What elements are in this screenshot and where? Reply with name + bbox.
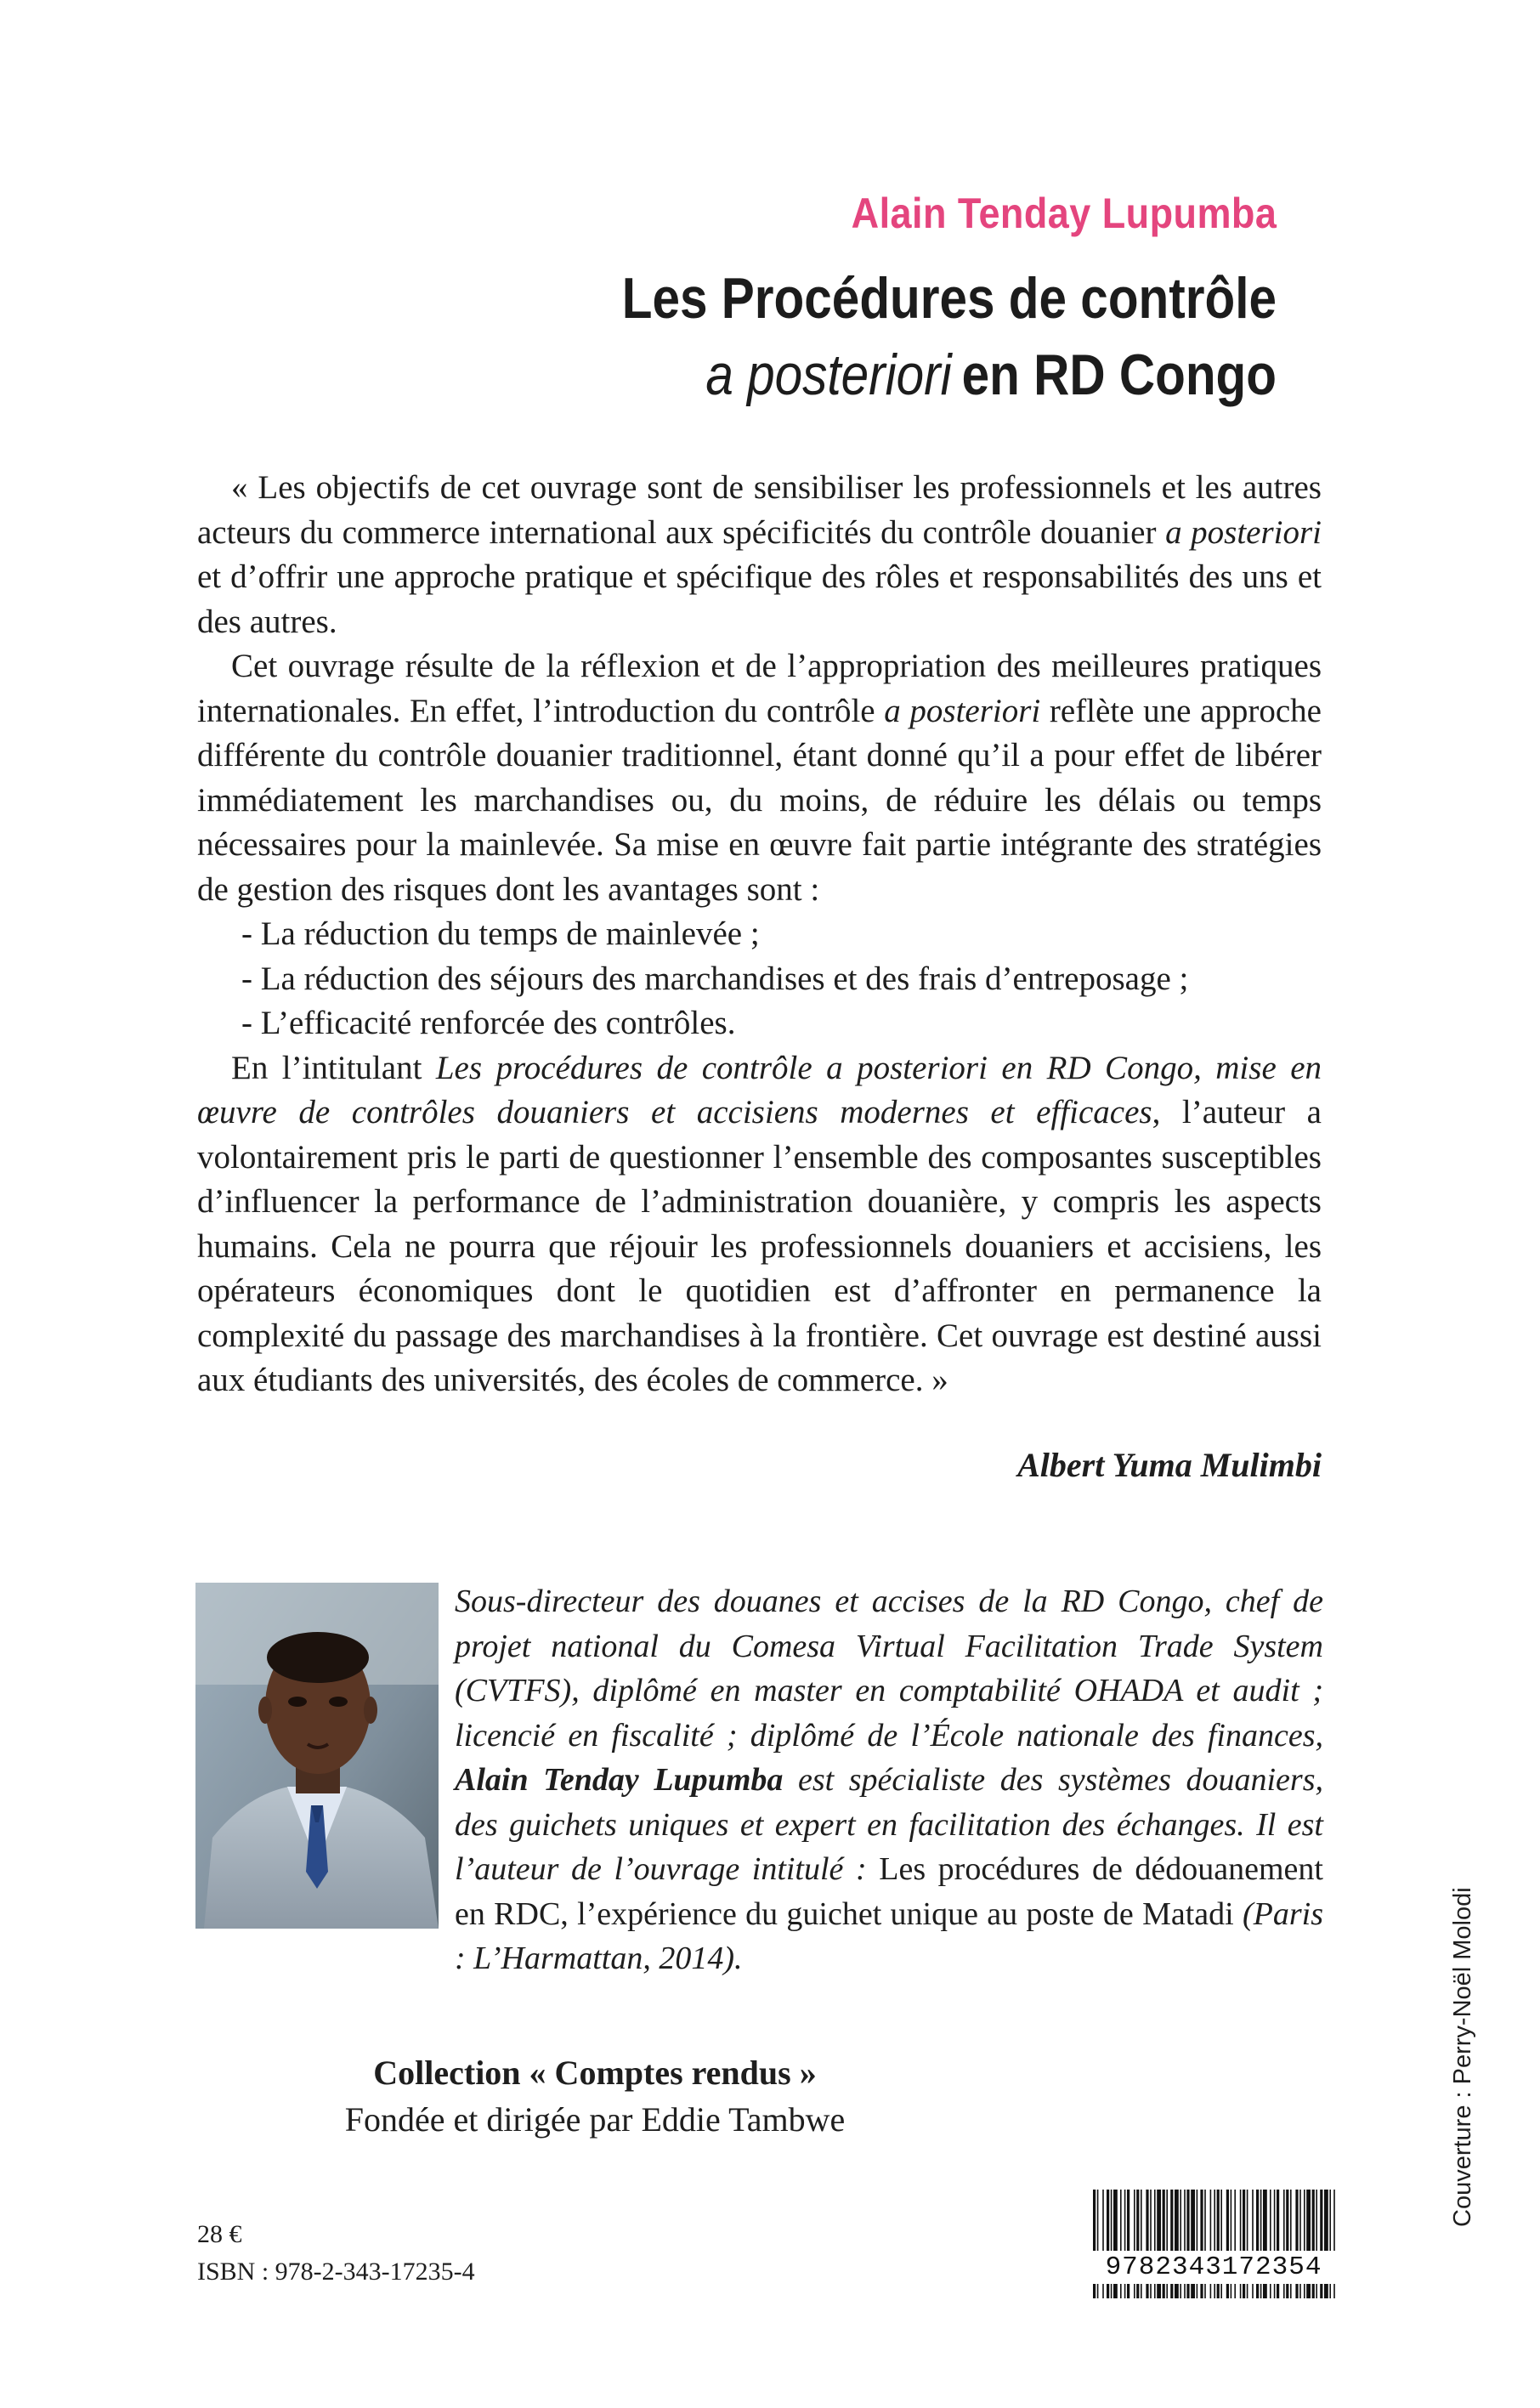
barcode-digits: 9782343172354 [1086,2251,1341,2284]
blurb-p2-start: Cet ouvrage résulte de la réflexion et de l’appropriation des meilleures pratiques internationales. En effet, l’introduction du contrôle [197,648,1322,729]
author-photo [195,1583,439,1929]
list-item: - La réduction des séjours des marchandises et des frais d’entreposage ; [241,960,1189,997]
blurb-p3-end: , l’auteur a volontairement pris le parti de questionner l’ensemble des composantes susceptibles d’influencer la performance de l’administration douanière, y compris les aspects humains. Cela ne pourra que réjouir les professionnels douaniers et accisiens, les opérateurs économiques dont le quotidien est d’affronter en permanence la complexité du passage des marchandises à la frontière. Cet ouvrage est destiné aussi aux étudiants des universités, des écoles de commerce. » [197,1094,1322,1398]
blurb-p1-text: « Les objectifs de cet ouvrage sont de sensibiliser les professionnels et les autres acteurs du commerce international aux spécificités du contrôle douanier [197,469,1322,551]
title-rest-part: en RD Congo [961,343,1277,407]
book-title-line-1: Les Procédures de contrôle [621,266,1277,331]
blurb-p1-end: et d’offrir une approche pratique et spécifique des rôles et responsabilités des uns et des autres. [197,558,1322,640]
bio-part-2: est spécialiste des systèmes douaniers, des guichets uniques et expert en facilitation des échanges. Il est l’auteur de l’ouvrage intitulé : [455,1762,1323,1887]
isbn-number: ISBN : 978-2-343-17235-4 [197,2258,475,2286]
blurb-p3-start: En l’intitulant [231,1049,436,1086]
bio-part-1: Sous-directeur des douanes et accises de la RD Congo, chef de projet national du Comesa Virtual Facilitation Trade System (CVTFS), diplômé en master en comptabilité OHADA et audit ; licencié en fiscalité ; diplômé de l’École nationale des finances, [455,1584,1323,1754]
author-name-header: Alain Tenday Lupumba [851,190,1277,237]
collection-name: Collection « Comptes rendus » [373,2054,817,2092]
blurb-paragraph-1 [197,466,1322,644]
bio-author-name: Alain Tenday Lupumba [455,1762,784,1798]
quote-signature: Albert Yuma Mulimbi [1017,1446,1322,1484]
blurb-p1-italic: a posteriori [1165,513,1322,551]
blurb-paragraph-2 [197,644,1322,912]
title-italic-part: a posteriori [705,343,952,407]
blurb-p2-end: reflète une approche différente du contrôle douanier traditionnel, étant donné qu’il a pour effet de libérer immédiatement les marchandises ou, du moins, de réduire les délais ou temps nécessaires pour la mainlevée. Sa mise en œuvre fait partie intégrante des stratégies de gestion des risques dont les avantages sont : [197,692,1322,908]
list-item: - L’efficacité renforcée des contrôles. [241,1005,736,1041]
bio-book-title: Les procédures de dédouanement en RDC, l’expérience du guichet unique au poste de Matadi [455,1851,1323,1932]
cover-credit: Couverture : Perry-Noël Molodi [1449,1887,1476,2227]
advantages-list [197,912,1322,1046]
blurb-p3-italic: Les procédures de contrôle a posteriori en RD Congo, mise en œuvre de contrôles douaniers et accisiens modernes et efficaces [197,1049,1322,1130]
back-cover-blurb [197,466,1322,1403]
blurb-paragraph-3 [197,1046,1322,1403]
list-item: - La réduction du temps de mainlevée ; [241,915,760,952]
book-title-line-2 [399,342,1277,408]
blurb-p2-italic: a posteriori [884,692,1041,729]
bio-part-3: (Paris : L’Harmattan, 2014). [455,1895,1324,1976]
book-price: 28 € [197,2220,242,2248]
author-biography [455,1579,1323,1981]
collection-director: Fondée et dirigée par Eddie Tambwe [344,2100,846,2139]
